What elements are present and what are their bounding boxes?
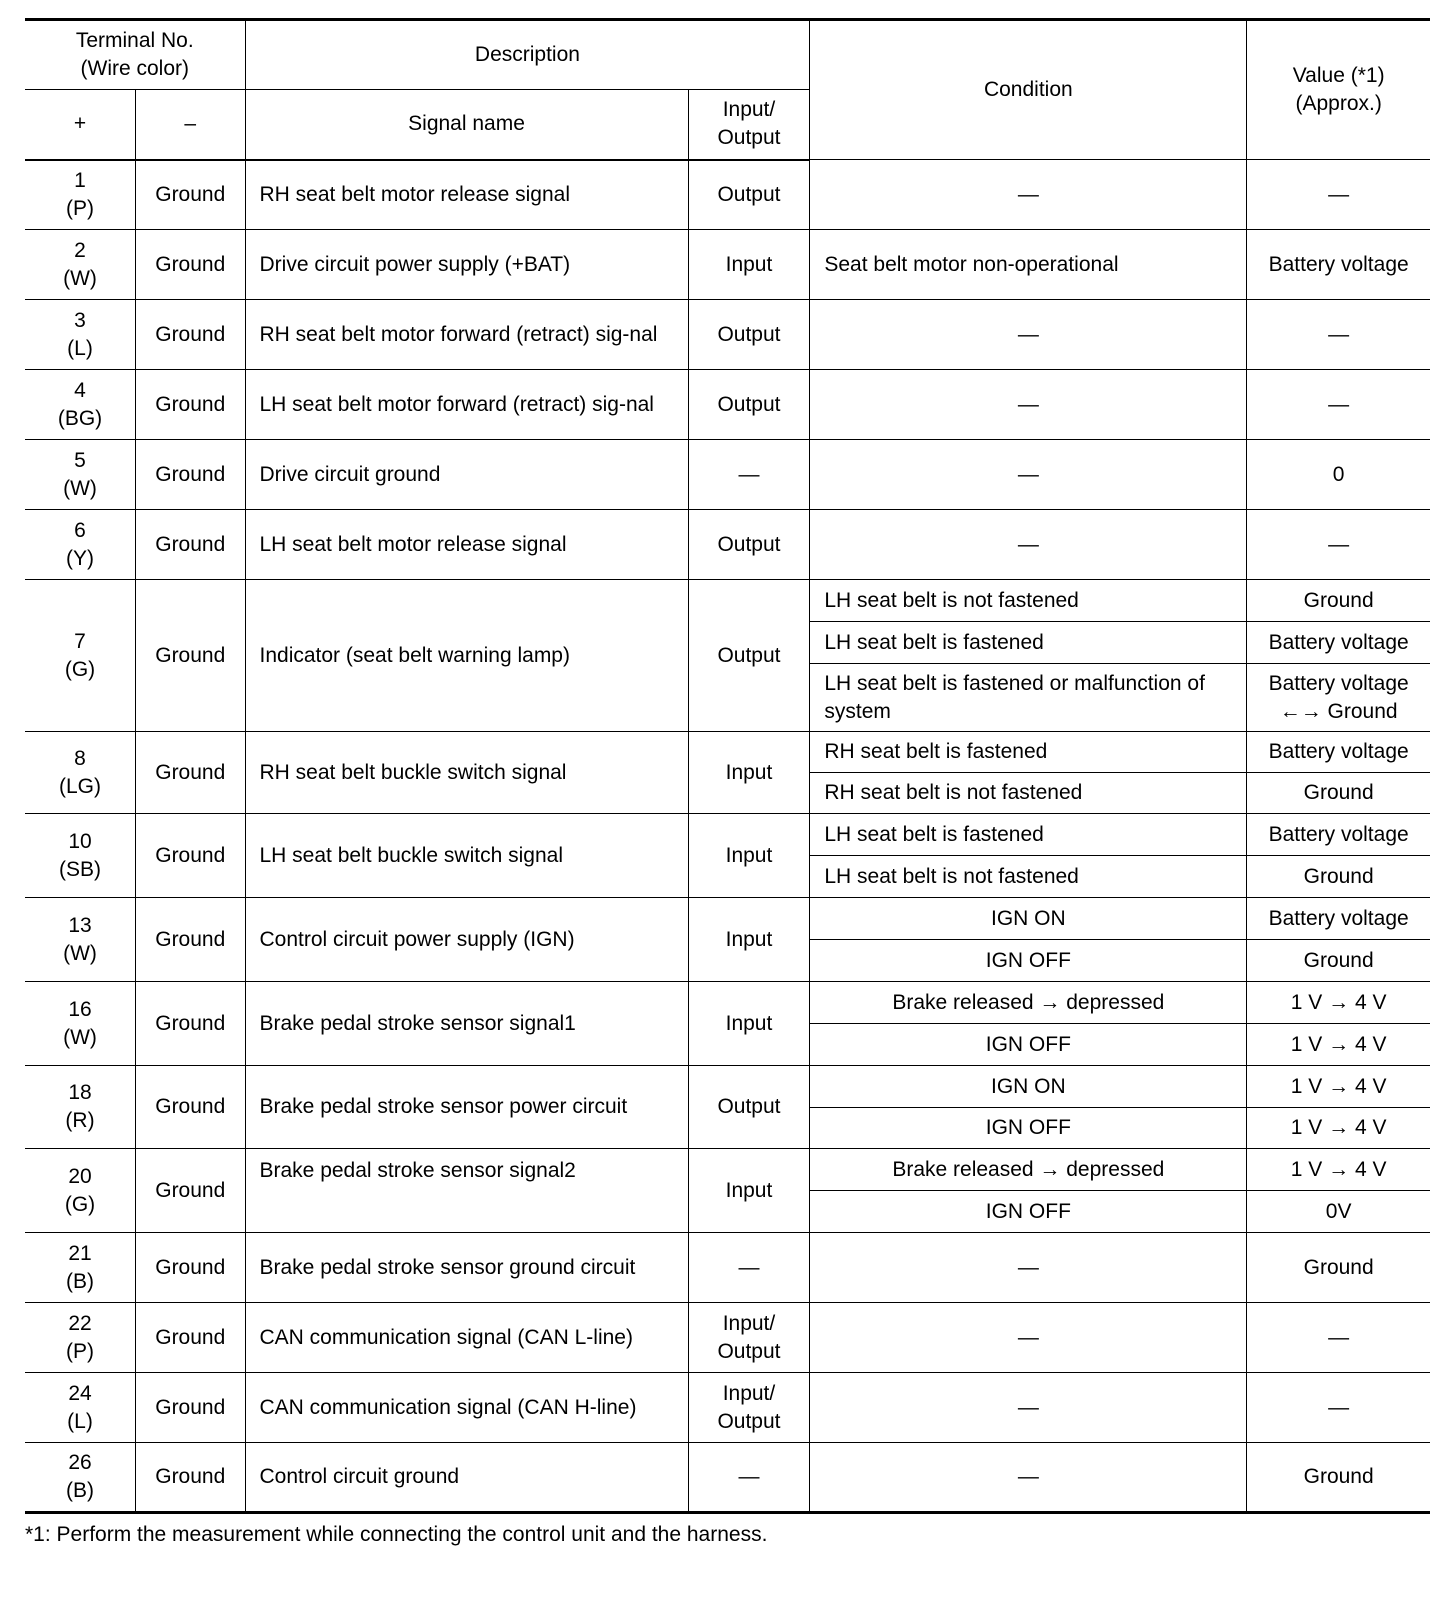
value: 1 V → 4 V [1247, 982, 1430, 1024]
header-wire-color-label: (Wire color) [80, 57, 189, 80]
input-output: Output [688, 510, 810, 580]
condition: IGN OFF [810, 1024, 1247, 1066]
table-row [25, 814, 1430, 856]
table-row [25, 440, 1430, 510]
signal-name: RH seat belt buckle switch signal [245, 732, 688, 814]
condition: Seat belt motor non-operational [810, 230, 1247, 300]
negative-terminal: Ground [136, 1303, 245, 1373]
header-input-output [688, 90, 810, 160]
header-terminal [25, 20, 245, 90]
value: Ground [1247, 856, 1430, 898]
value: 1 V → 4 V [1247, 1149, 1430, 1191]
signal-name: RH seat belt motor release signal [245, 160, 688, 230]
condition: LH seat belt is fastened or malfunction of system [810, 664, 1247, 732]
input-output: Input [688, 732, 810, 814]
value: Battery voltage [1247, 622, 1430, 664]
condition: — [810, 1233, 1247, 1303]
header-io-line1: Input/ [722, 98, 776, 122]
table-row [25, 982, 1430, 1024]
condition: — [810, 1303, 1247, 1373]
terminal-cell [25, 982, 136, 1066]
condition: LH seat belt is fastened [810, 622, 1247, 664]
negative-terminal: Ground [136, 370, 245, 440]
negative-terminal: Ground [136, 898, 245, 982]
terminal-cell [25, 1373, 136, 1443]
value: Ground [1247, 580, 1430, 622]
wire-color: (LG) [59, 774, 101, 798]
wire-color: (B) [66, 1479, 94, 1502]
negative-terminal: Ground [136, 1149, 245, 1233]
wire-color: (R) [65, 1109, 95, 1132]
condition: IGN OFF [810, 940, 1247, 982]
terminal-cell [25, 580, 136, 732]
table-body [25, 160, 1430, 1513]
header-terminal-label: Terminal No. [75, 29, 194, 52]
header-io-line2: Output [717, 126, 781, 150]
signal-name: Brake pedal stroke sensor signal1 [245, 982, 688, 1066]
header-condition: Condition [810, 20, 1247, 160]
table-row [25, 510, 1430, 580]
value: Battery voltage [1247, 732, 1430, 773]
terminal-table [25, 18, 1430, 1514]
terminal-cell [25, 370, 136, 440]
table-row [25, 1149, 1430, 1191]
value: 0 [1247, 440, 1430, 510]
negative-terminal: Ground [136, 300, 245, 370]
condition: IGN ON [810, 1066, 1247, 1108]
input-output: Input [688, 814, 810, 898]
input-output: Output [688, 370, 810, 440]
terminal-cell [25, 898, 136, 982]
input-output: Input [688, 1149, 810, 1233]
wire-color: (SB) [59, 857, 101, 881]
negative-terminal: Ground [136, 510, 245, 580]
signal-name: Brake pedal stroke sensor ground circuit [245, 1233, 688, 1303]
condition: — [810, 440, 1247, 510]
condition: — [810, 1443, 1247, 1513]
condition: — [810, 370, 1247, 440]
value: — [1247, 510, 1430, 580]
table-header [25, 20, 1430, 160]
table-row [25, 1443, 1430, 1513]
negative-terminal: Ground [136, 230, 245, 300]
table-row [25, 580, 1430, 622]
condition: IGN OFF [810, 1191, 1247, 1233]
wire-color: (P) [66, 196, 94, 220]
terminal-number: 18 [68, 1081, 92, 1104]
condition: IGN OFF [810, 1108, 1247, 1149]
terminal-cell [25, 510, 136, 580]
value: — [1247, 300, 1430, 370]
terminal-number: 22 [68, 1311, 92, 1335]
signal-name: RH seat belt motor forward (retract) sig-nal [245, 300, 688, 370]
header-value-label: Value (*1) [1292, 64, 1385, 87]
negative-terminal: Ground [136, 580, 245, 732]
header-plus: + [25, 90, 136, 160]
wire-color: (L) [67, 336, 93, 360]
condition: Brake released → depressed [810, 982, 1247, 1024]
condition: RH seat belt is fastened [810, 732, 1247, 773]
negative-terminal: Ground [136, 1233, 245, 1303]
condition: RH seat belt is not fastened [810, 773, 1247, 814]
terminal-cell [25, 1443, 136, 1513]
signal-name: CAN communication signal (CAN H-line) [245, 1373, 688, 1443]
wire-color: (B) [66, 1269, 94, 1293]
signal-name: Drive circuit power supply (+BAT) [245, 230, 688, 300]
terminal-cell [25, 1303, 136, 1373]
condition: — [810, 160, 1247, 230]
terminal-number: 20 [68, 1164, 92, 1188]
table-row [25, 300, 1430, 370]
negative-terminal: Ground [136, 1066, 245, 1149]
input-output: Input [688, 898, 810, 982]
terminal-number: 26 [68, 1451, 92, 1474]
signal-name: LH seat belt motor forward (retract) sig-nal [245, 370, 688, 440]
negative-terminal: Ground [136, 732, 245, 814]
terminal-number: 13 [68, 913, 92, 937]
header-description: Description [245, 20, 810, 90]
input-output: Input [688, 230, 810, 300]
terminal-number: 7 [74, 629, 86, 653]
input-output: Output [688, 300, 810, 370]
value: 1 V → 4 V [1247, 1066, 1430, 1108]
signal-name: Control circuit power supply (IGN) [245, 898, 688, 982]
header-approx-label: (Approx.) [1295, 92, 1382, 115]
terminal-cell [25, 732, 136, 814]
wire-color: (BG) [57, 406, 103, 430]
condition: IGN ON [810, 898, 1247, 940]
input-output: Output [688, 160, 810, 230]
terminal-number: 4 [74, 378, 86, 402]
value: 1 V → 4 V [1247, 1024, 1430, 1066]
wire-color: (G) [64, 1192, 96, 1216]
condition: LH seat belt is fastened [810, 814, 1247, 856]
signal-name: Indicator (seat belt warning lamp) [245, 580, 688, 732]
table-row [25, 732, 1430, 773]
signal-name: Brake pedal stroke sensor signal2 [245, 1149, 688, 1233]
terminal-cell [25, 1233, 136, 1303]
terminal-cell [25, 300, 136, 370]
table-row [25, 160, 1430, 230]
value: — [1247, 1373, 1430, 1443]
value: Battery voltage [1247, 814, 1430, 856]
value: 0V [1247, 1191, 1430, 1233]
input-output: — [688, 1443, 810, 1513]
value: Battery voltage [1247, 898, 1430, 940]
terminal-number: 3 [74, 308, 86, 332]
terminal-number: 6 [74, 518, 86, 542]
condition: LH seat belt is not fastened [810, 856, 1247, 898]
input-output: — [688, 440, 810, 510]
condition: — [810, 300, 1247, 370]
wire-color: (W) [63, 266, 97, 290]
wire-color: (Y) [66, 546, 94, 570]
value: Ground [1247, 940, 1430, 982]
terminal-number: 2 [74, 238, 86, 262]
wire-color: (W) [63, 941, 97, 965]
header-signal-name: Signal name [245, 90, 688, 160]
value: Battery voltage ←→ Ground [1247, 664, 1430, 732]
table-row [25, 1303, 1430, 1373]
terminal-number: 1 [74, 168, 86, 192]
terminal-number: 16 [68, 997, 92, 1021]
negative-terminal: Ground [136, 982, 245, 1066]
wire-color: (P) [66, 1339, 94, 1363]
value: 1 V → 4 V [1247, 1108, 1430, 1149]
input-output: Input/ Output [688, 1373, 810, 1443]
table-row [25, 370, 1430, 440]
signal-name: CAN communication signal (CAN L-line) [245, 1303, 688, 1373]
header-value [1247, 20, 1430, 160]
terminal-cell [25, 160, 136, 230]
terminal-number: 24 [68, 1381, 92, 1405]
value: Battery voltage [1247, 230, 1430, 300]
table-row [25, 1233, 1430, 1303]
value: — [1247, 1303, 1430, 1373]
terminal-number: 21 [68, 1241, 92, 1265]
signal-name: Control circuit ground [245, 1443, 688, 1513]
value: Ground [1247, 1233, 1430, 1303]
negative-terminal: Ground [136, 160, 245, 230]
header-minus: – [136, 90, 245, 160]
value: Ground [1247, 1443, 1430, 1513]
input-output: Input/ Output [688, 1303, 810, 1373]
value: Ground [1247, 773, 1430, 814]
input-output: Output [688, 580, 810, 732]
negative-terminal: Ground [136, 1443, 245, 1513]
terminal-cell [25, 440, 136, 510]
signal-name: Brake pedal stroke sensor power circuit [245, 1066, 688, 1149]
wire-color: (W) [63, 1025, 97, 1049]
negative-terminal: Ground [136, 814, 245, 898]
terminal-cell [25, 1149, 136, 1233]
table-row [25, 1373, 1430, 1443]
input-output: — [688, 1233, 810, 1303]
signal-name: Drive circuit ground [245, 440, 688, 510]
negative-terminal: Ground [136, 1373, 245, 1443]
footnote: *1: Perform the measurement while connecting the control unit and the harness. [25, 1523, 768, 1546]
terminal-cell [25, 230, 136, 300]
terminal-number: 8 [74, 746, 86, 770]
value: — [1247, 370, 1430, 440]
table-row [25, 230, 1430, 300]
wire-color: (G) [64, 657, 96, 681]
signal-name: LH seat belt buckle switch signal [245, 814, 688, 898]
value: — [1247, 160, 1430, 230]
terminal-cell [25, 814, 136, 898]
condition: — [810, 510, 1247, 580]
condition: — [810, 1373, 1247, 1443]
terminal-number: 10 [68, 829, 92, 853]
signal-name: LH seat belt motor release signal [245, 510, 688, 580]
terminal-table-sheet [25, 18, 1430, 1514]
wire-color: (W) [63, 476, 97, 500]
negative-terminal: Ground [136, 440, 245, 510]
terminal-cell [25, 1066, 136, 1149]
condition: LH seat belt is not fastened [810, 580, 1247, 622]
table-row [25, 1066, 1430, 1108]
wire-color: (L) [67, 1409, 93, 1433]
terminal-number: 5 [74, 448, 86, 472]
condition: Brake released → depressed [810, 1149, 1247, 1191]
input-output: Output [688, 1066, 810, 1149]
table-row [25, 898, 1430, 940]
input-output: Input [688, 982, 810, 1066]
